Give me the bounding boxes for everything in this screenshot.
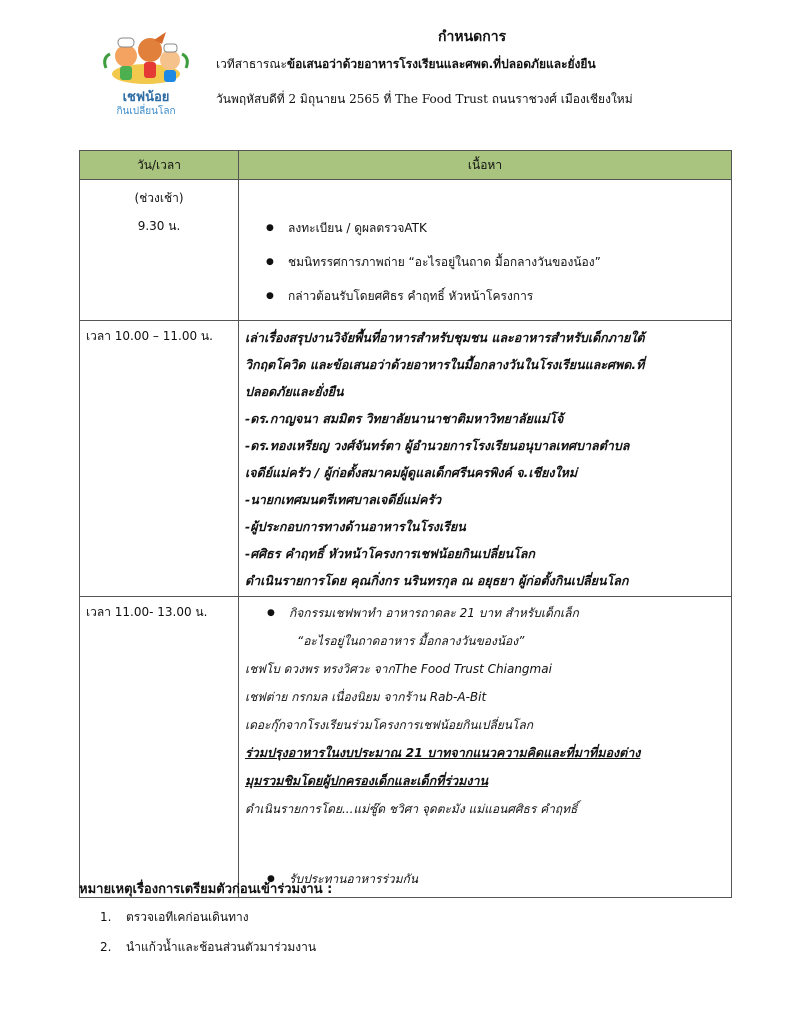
logo-subtitle: กินเปลี่ยนโลก <box>116 106 176 117</box>
list-item: ● กิจกรรมเชฟพาทำ อาหารถาดละ 21 บาท สำหรับเด็กเล็ก <box>245 599 725 627</box>
event-title-prefix: เวทีสาธารณะ <box>216 57 287 71</box>
table-row <box>80 321 732 597</box>
header-time: วัน/เวลา <box>80 151 239 180</box>
row2-line: ปลอดภัยและยั่งยืน <box>245 384 344 399</box>
row2-content <box>239 321 732 597</box>
list-item: ● รับประทานอาหารร่วมกัน <box>245 865 725 893</box>
row3-activity-list <box>245 599 725 627</box>
row2-line: เจดีย์แม่ครัว / ผู้ก่อตั้งสมาคมผู้ดูแลเด็กศรีนครพิงค์ จ.เชียงใหม่ <box>245 465 578 480</box>
row2-line: เล่าเรื่องสรุปงานวิจัยพื้นที่อาหารสำหรับชุมชน และอาหารสำหรับเด็กภายใต้ <box>245 330 645 345</box>
logo <box>96 28 196 120</box>
row2-line: -ดร.ทองเหรียญ วงศ์จันทร์ตา ผู้อำนวยการโรงเรียนอนุบาลเทศบาลตำบล <box>245 438 630 453</box>
note-item <box>100 938 316 957</box>
row3-highlight-2: มุมรวมชิมโดยผู้ปกครองเด็กและเด็กที่ร่วมงาน <box>245 773 489 788</box>
note-number: 1. <box>100 910 112 924</box>
document-title: กำหนดการ <box>438 29 507 45</box>
row3-activity-subtitle: “อะไรอยู่ในถาดอาหาร มื้อกลางวันของน้อง” <box>297 634 525 648</box>
chef-kids-illustration <box>96 28 196 88</box>
row3-content <box>239 597 732 898</box>
list-item: ● ชมนิทรรศการภาพถ่าย “อะไรอยู่ในถาด มื้อกลางวันของน้อง” <box>240 245 730 279</box>
table-header-row <box>80 151 732 180</box>
row2-line: ดำเนินรายการโดย คุณกิ่งกร นรินทรกุล ณ อยุธยา ผู้ก่อตั้งกินเปลี่ยนโลก <box>245 573 629 588</box>
list-item: ● ลงทะเบียน / ดูผลตรวจATK <box>240 211 730 245</box>
row2-line: -นายกเทศมนตรีเทศบาลเจดีย์แม่ครัว <box>245 492 442 507</box>
note-text: นำแก้วน้ำและช้อนส่วนตัวมาร่วมงาน <box>126 940 317 954</box>
row1-time-period: (ช่วงเช้า) <box>134 191 184 205</box>
event-title <box>216 55 596 74</box>
row3-spacer <box>245 823 725 865</box>
row2-line: -ดร.กาญจนา สมมิตร วิทยาลัยนานาชาติมหาวิทยาลัยแม่โจ้ <box>245 411 564 426</box>
row2-time: เวลา 10.00 – 11.00 น. <box>80 321 239 597</box>
row3-chef2: เชฟต่าย กรกมล เนื่องนิยม จากร้าน Rab-A-Bit <box>245 690 487 704</box>
table-row <box>80 180 732 321</box>
row3-moderator: ดำเนินรายการโดย...แม่ซู๊ด ชวิศา จุดตะมัง แม่แอนศศิธร คำฤทธิ์ <box>245 802 578 816</box>
header-content: เนื้อหา <box>239 151 732 180</box>
event-date-venue: วันพฤหัสบดีที่ 2 มิถุนายน 2565 ที่ The Food Trust ถนนราชวงศ์ เมืองเชียงใหม่ <box>216 92 633 106</box>
row2-line: -ผู้ประกอบการทางด้านอาหารในโรงเรียน <box>245 519 466 534</box>
row2-line: วิกฤตโควิด และข้อเสนอว่าด้วยอาหารในมื้อกลางวันในโรงเรียนและศพด.ที่ <box>245 357 645 372</box>
table-row <box>80 597 732 898</box>
note-number: 2. <box>100 940 112 954</box>
row3-highlight-1: ร่วมปรุงอาหารในงบประมาณ 21 บาทจากแนวความคิดและที่มาที่มองต่าง <box>245 745 641 760</box>
row3-kids: เดอะกุ๊กจากโรงเรียนร่วมโครงการเชฟน้อยกินเปลี่ยนโลก <box>245 718 533 732</box>
row3-time: เวลา 11.00- 13.00 น. <box>80 597 239 898</box>
schedule-table <box>79 150 732 898</box>
row3-chef1: เชฟโบ ดวงพร ทรงวิศวะ จากThe Food Trust Chiangmai <box>245 662 552 676</box>
row1-list <box>240 211 730 313</box>
note-text: ตรวจเอทีเคก่อนเดินทาง <box>126 910 249 924</box>
row1-content <box>239 180 732 321</box>
note-item <box>100 908 249 927</box>
notes-title: หมายเหตุเรื่องการเตรียมตัวก่อนเข้าร่วมงาน : <box>79 882 333 897</box>
list-item: ● กล่าวต้อนรับโดยศศิธร คำฤทธิ์ หัวหน้าโครงการ <box>240 279 730 313</box>
event-title-main: ข้อเสนอว่าด้วยอาหารโรงเรียนและศพด.ที่ปลอดภัยและยั่งยืน <box>286 57 596 71</box>
logo-title: เชฟน้อย <box>122 90 170 105</box>
row1-time-clock: 9.30 น. <box>137 219 181 233</box>
row1-time <box>80 180 239 321</box>
row2-line: -ศศิธร คำฤทธิ์ หัวหน้าโครงการเชฟน้อยกินเปลี่ยนโลก <box>245 546 535 561</box>
